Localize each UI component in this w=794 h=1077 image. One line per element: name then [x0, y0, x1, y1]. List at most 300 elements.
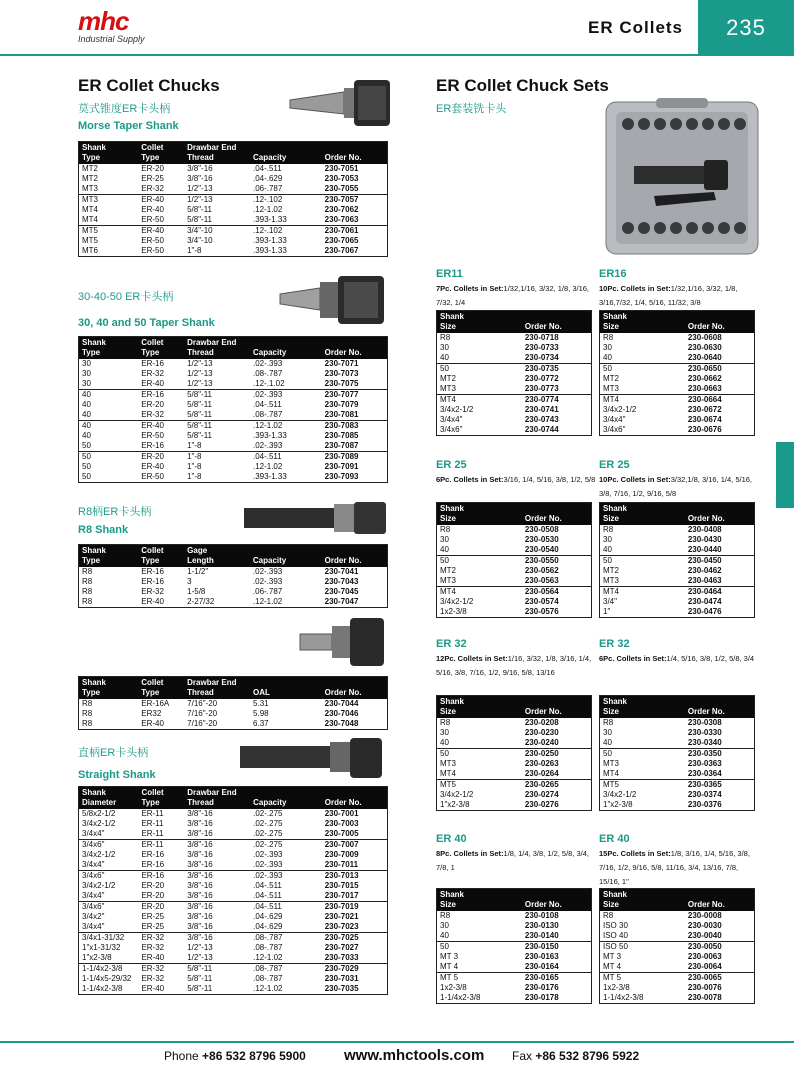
set-name: ER16 — [599, 268, 627, 280]
table-row — [79, 246, 388, 257]
order-number-cell: 230-7053 — [324, 174, 359, 183]
table-row — [437, 942, 592, 953]
order-number-cell: 230-7011 — [324, 860, 359, 869]
header-cell: Shank — [437, 696, 522, 708]
table-row — [600, 780, 755, 791]
header-cell: Order No. — [685, 707, 755, 718]
table-row — [600, 911, 755, 921]
morse-title: Morse Taper Shank — [78, 120, 179, 132]
order-number-cell: 230-7048 — [324, 719, 359, 728]
order-number-cell: 230-0208 — [524, 718, 559, 727]
order-number-cell: 230-0063 — [687, 952, 722, 961]
table-cell: ER-20 — [141, 164, 164, 173]
header-cell: Type — [79, 153, 139, 164]
table-row — [437, 576, 592, 587]
header-cell: Size — [437, 707, 522, 718]
set-order-table — [436, 695, 592, 811]
order-number-cell: 230-0564 — [522, 587, 592, 598]
header-cell: Order No. — [322, 153, 388, 164]
table-cell: 5/8"-11 — [187, 400, 213, 409]
table-row — [79, 431, 388, 441]
order-number-cell: 230-7071 — [324, 359, 359, 368]
set-description — [599, 847, 759, 889]
table-cell: 1"-8 — [187, 246, 202, 255]
table-cell: .06-.787 — [252, 587, 283, 596]
header-cell: Size — [600, 707, 685, 718]
order-number-cell: 230-0274 — [524, 790, 559, 799]
right-heading: ER Collet Chuck Sets — [436, 76, 609, 95]
set-sizes: 3/32,1/8, 3/16, 1/4, 5/16, 3/8, 7/16, 1/2, 9/16, 5/8 — [599, 475, 753, 498]
table-cell: 40 — [79, 390, 139, 401]
table-cell: ER32 — [141, 709, 162, 718]
header-cell: Capacity — [250, 798, 322, 809]
table-cell: .12-1.02 — [252, 462, 283, 471]
table-cell: 3/4x4" — [82, 922, 105, 931]
table-cell: ER-40 — [138, 421, 184, 432]
table-cell: 3/4x1-31/32 — [79, 933, 139, 944]
order-number-cell: 230-7062 — [324, 205, 359, 214]
order-number-cell: 230-0108 — [524, 911, 559, 920]
set-count: 12Pc. Collets in Set: — [436, 654, 508, 663]
order-number-cell: 230-0550 — [522, 556, 592, 567]
order-number-cell: 230-0672 — [687, 405, 722, 414]
header-cell: Size — [600, 514, 685, 525]
header-cell: Order No. — [522, 322, 592, 333]
set-count: 10Pc. Collets in Set: — [599, 475, 671, 484]
table-cell: 3/4"-10 — [187, 236, 213, 245]
order-number-cell: 230-7019 — [322, 902, 388, 913]
table-row — [600, 607, 755, 618]
order-number-cell: 230-7047 — [324, 597, 359, 606]
table-cell: 1-5/8 — [187, 587, 206, 596]
table-row — [600, 942, 755, 953]
set-name: ER11 — [436, 268, 463, 280]
table-cell: .12-1.02 — [250, 421, 322, 432]
header-cell: Shank — [600, 311, 685, 323]
header-cell: Gage — [184, 545, 250, 557]
table-cell: .02-.275 — [253, 829, 283, 838]
table-cell: 3/8"-16 — [187, 164, 213, 173]
header-cell: Order No. — [685, 322, 755, 333]
order-number-cell: 230-0264 — [524, 769, 559, 778]
table-row — [437, 800, 592, 811]
table-cell: ER-25 — [141, 174, 164, 183]
table-header-row — [437, 514, 592, 525]
table-row — [600, 993, 755, 1004]
order-number-cell: 230-0562 — [524, 566, 559, 575]
table-cell: 1/2"-13 — [187, 943, 213, 952]
table-row — [437, 728, 592, 738]
table-cell: 1"-8 — [187, 462, 202, 471]
table-cell: ER-40 — [141, 597, 164, 606]
order-number-cell: 230-7073 — [324, 369, 359, 378]
table-cell: ER-32 — [141, 587, 164, 596]
table-row — [437, 983, 592, 993]
shank-size-cell: 30 — [603, 728, 612, 737]
shank-size-cell: MT 3 — [440, 952, 459, 961]
order-number-cell: 230-7007 — [322, 840, 388, 851]
table-cell: .08-.787 — [252, 410, 283, 419]
shank-size-cell: R8 — [440, 333, 451, 342]
set-description — [599, 282, 759, 310]
order-number-cell: 230-0430 — [687, 535, 722, 544]
order-number-cell: 230-7043 — [324, 577, 359, 586]
table-cell: .06-.787 — [252, 184, 283, 193]
table-cell: .393-1.33 — [252, 246, 287, 255]
table-cell: ER-40 — [138, 195, 184, 206]
order-number-cell: 230-7035 — [324, 984, 359, 993]
header-cell — [322, 677, 388, 689]
shank-size-cell: 1x2-3/8 — [603, 983, 630, 992]
set-description — [599, 652, 759, 666]
header-cell: Drawbar End — [184, 787, 250, 799]
taper-title: 30, 40 and 50 Taper Shank — [78, 317, 215, 329]
fax-number: +86 532 8796 5922 — [535, 1049, 640, 1063]
table-cell: 3/4x6" — [79, 902, 139, 913]
order-number-cell: 230-0563 — [524, 576, 559, 585]
footer-website[interactable]: www.mhctools.com — [344, 1047, 485, 1064]
header-cell: Size — [437, 514, 522, 525]
table-cell: MT2 — [82, 174, 98, 183]
shank-size-cell: 1" — [603, 607, 611, 616]
order-number-cell: 230-0640 — [687, 353, 722, 362]
header-cell: Drawbar End — [184, 677, 250, 689]
table-cell: 5/8"-11 — [187, 410, 213, 419]
table-row — [79, 359, 388, 369]
order-number-cell: 230-0040 — [687, 931, 722, 940]
order-number-cell: 230-7015 — [324, 881, 359, 890]
table-cell: 30 — [82, 379, 91, 388]
order-number-cell: 230-0240 — [524, 738, 559, 747]
shank-size-cell: 50 — [600, 556, 685, 567]
order-number-cell: 230-7063 — [324, 215, 359, 224]
header-cell: Shank — [600, 503, 685, 515]
table-cell: ER-50 — [141, 431, 164, 440]
table-row — [600, 738, 755, 749]
table-row — [79, 840, 388, 851]
straight-shank-table — [78, 786, 388, 995]
order-number-cell: 230-0718 — [524, 333, 559, 342]
section-title: ER Collets — [588, 18, 684, 37]
table-row — [79, 195, 388, 206]
order-number-cell: 230-0462 — [687, 566, 722, 575]
order-number-cell: 230-7045 — [324, 587, 359, 596]
table-cell: R8 — [82, 597, 93, 606]
header-cell — [322, 337, 388, 349]
table-cell: .02-.393 — [252, 567, 283, 576]
table-cell: 3/8"-16 — [187, 809, 213, 818]
table-row — [79, 226, 388, 237]
header-cell: Shank — [600, 889, 685, 901]
table-row — [600, 576, 755, 587]
table-cell: .04-.629 — [252, 174, 283, 183]
order-number-cell: 230-0733 — [524, 343, 559, 352]
shank-size-cell: R8 — [603, 911, 614, 920]
table-row — [79, 472, 388, 483]
table-cell: 30 — [82, 369, 91, 378]
table-cell: 3/8"-16 — [187, 891, 213, 900]
shank-size-cell: 40 — [440, 931, 449, 940]
order-number-cell: 230-0772 — [524, 374, 559, 383]
shank-size-cell: MT4 — [437, 587, 522, 598]
table-row — [600, 415, 755, 425]
table-cell: .393-1.33 — [252, 215, 287, 224]
table-row — [437, 364, 592, 375]
table-row — [79, 819, 388, 829]
order-number-cell: 230-0463 — [687, 576, 722, 585]
table-cell: 1/2"-13 — [187, 379, 213, 388]
header-cell: Shank — [79, 677, 139, 689]
shank-size-cell: 1"x2-3/8 — [440, 800, 470, 809]
order-number-cell: 230-0408 — [687, 525, 722, 534]
order-number-cell: 230-7027 — [324, 943, 359, 952]
table-cell: .393-1.33 — [252, 431, 287, 440]
footer-fax — [512, 1049, 639, 1063]
table-cell: ER-20 — [141, 881, 165, 890]
shank-size-cell: 40 — [603, 353, 612, 362]
shank-size-cell: 50 — [600, 364, 685, 375]
table-row — [600, 587, 755, 598]
table-cell: 50 — [79, 452, 139, 463]
header-cell: Type — [138, 348, 184, 359]
order-number-cell: 230-0576 — [524, 607, 559, 616]
shank-size-cell: MT4 — [600, 395, 685, 406]
table-cell: 1-1/2" — [187, 567, 209, 576]
table-row — [437, 952, 592, 962]
header-cell: Shank — [79, 337, 139, 349]
table-cell: 7/16"-20 — [187, 719, 218, 728]
table-cell: 3/8"-16 — [184, 840, 250, 851]
table-row — [79, 719, 388, 730]
shank-size-cell: MT 5 — [437, 973, 522, 984]
table-cell: 3/8"-16 — [187, 850, 213, 859]
table-cell: .08-.787 — [252, 369, 283, 378]
table-header-row — [437, 696, 592, 708]
order-number-cell: 230-0163 — [524, 952, 559, 961]
table-cell: .04-.511 — [253, 881, 282, 890]
shank-size-cell: 1-1/4x2-3/8 — [603, 993, 644, 1002]
page-number: 235 — [698, 0, 794, 56]
table-cell: ER-20 — [138, 902, 184, 913]
table-row — [600, 535, 755, 545]
shank-size-cell: ISO 30 — [603, 921, 628, 930]
order-number-cell: 230-0735 — [522, 364, 592, 375]
straight-chuck-image — [236, 736, 386, 780]
table-row — [79, 174, 388, 184]
header-cell: Collet — [138, 142, 184, 154]
table-cell: 1"-8 — [184, 452, 250, 463]
table-header-row — [437, 322, 592, 333]
table-header-row — [600, 696, 755, 708]
table-cell: 5/8"-11 — [187, 215, 213, 224]
table-cell: 1-1/4x5-29/32 — [82, 974, 132, 983]
table-cell: 3/4x4" — [82, 829, 105, 838]
set-order-table — [599, 695, 755, 811]
order-number-cell: 230-7057 — [322, 195, 388, 206]
shank-size-cell: 50 — [437, 556, 522, 567]
table-cell: ER-50 — [141, 236, 164, 245]
table-header-row — [437, 900, 592, 911]
header-cell: Order No. — [322, 688, 388, 699]
shank-size-cell: R8 — [603, 333, 614, 342]
left-heading: ER Collet Chucks — [78, 76, 220, 95]
shank-size-cell: 1"x2-3/8 — [603, 800, 633, 809]
order-number-cell: 230-0440 — [687, 545, 722, 554]
shank-size-cell: 1-1/4x2-3/8 — [440, 993, 481, 1002]
order-number-cell: 230-0076 — [687, 983, 722, 992]
table-header-row — [600, 889, 755, 901]
table-cell: 2-27/32 — [187, 597, 215, 606]
table-cell: ER-16 — [141, 860, 165, 869]
table-row — [79, 597, 388, 608]
order-number-cell: 230-0540 — [524, 545, 559, 554]
table-header-row — [79, 142, 388, 154]
set-description — [436, 847, 596, 875]
set-order-table — [436, 502, 592, 618]
shank-size-cell: MT3 — [603, 759, 619, 768]
order-number-cell: 230-7075 — [324, 379, 359, 388]
table-row — [79, 390, 388, 401]
table-cell: R8 — [82, 567, 93, 576]
table-row — [600, 374, 755, 384]
table-cell: 40 — [82, 431, 91, 440]
table-row — [600, 973, 755, 984]
table-cell: R8 — [82, 699, 93, 708]
header-cell: Order No. — [322, 348, 388, 359]
r8-title: R8 Shank — [78, 524, 129, 536]
table-cell: .12-.1.02 — [252, 379, 285, 388]
table-cell: 1"-8 — [187, 472, 202, 481]
table-cell: ER-32 — [141, 974, 165, 983]
table-cell: ER-40 — [141, 462, 164, 471]
table-cell: .02-.393 — [253, 860, 283, 869]
table-cell: 3/8"-16 — [187, 174, 213, 183]
table-row — [600, 983, 755, 993]
table-cell: 1"x1-31/32 — [82, 943, 121, 952]
phone-number: +86 532 8796 5900 — [202, 1049, 306, 1063]
table-cell: 50 — [82, 472, 91, 481]
table-row — [437, 973, 592, 984]
table-row — [79, 699, 388, 709]
table-cell: ER-16 — [138, 871, 184, 882]
table-cell: 3/8"-16 — [184, 933, 250, 944]
table-row — [437, 343, 592, 353]
order-number-cell: 230-7087 — [324, 441, 359, 450]
set-description — [436, 473, 596, 487]
straight-title: Straight Shank — [78, 769, 156, 781]
order-number-cell: 230-7061 — [322, 226, 388, 237]
shank-size-cell: MT4 — [440, 769, 456, 778]
table-cell: .04-.629 — [253, 922, 283, 931]
table-cell: 3/8"-16 — [187, 819, 213, 828]
table-row — [79, 452, 388, 463]
shank-size-cell: MT 5 — [600, 973, 685, 984]
table-cell: .02-.393 — [252, 359, 283, 368]
table-row — [79, 860, 388, 871]
table-cell: ER-40 — [141, 719, 164, 728]
table-cell: 3/4x2-1/2 — [82, 819, 116, 828]
set-name: ER 25 — [436, 459, 467, 471]
table-cell: R8 — [82, 719, 93, 728]
shank-size-cell: 30 — [603, 535, 612, 544]
table-row — [600, 545, 755, 556]
set-order-table — [599, 502, 755, 618]
morse-taper-table — [78, 141, 388, 257]
order-number-cell: 230-0340 — [687, 738, 722, 747]
header-cell: Shank — [79, 787, 139, 799]
table-cell: ER-40 — [141, 984, 165, 993]
table-cell: .08-.787 — [253, 943, 283, 952]
order-number-cell: 230-7067 — [324, 246, 359, 255]
table-cell: ER-11 — [138, 840, 184, 851]
order-number-cell: 230-0165 — [522, 973, 592, 984]
table-cell: 5/8x2-1/2 — [82, 809, 116, 818]
taper-shank-table — [78, 336, 388, 483]
table-row — [79, 379, 388, 390]
table-row — [437, 769, 592, 780]
r8-oal-chuck-image — [296, 614, 388, 670]
table-row — [600, 921, 755, 931]
table-row — [79, 943, 388, 953]
morse-chuck-image — [288, 78, 394, 130]
order-number-cell: 230-7083 — [322, 421, 388, 432]
table-row — [79, 215, 388, 226]
table-row — [600, 556, 755, 567]
table-row — [437, 597, 592, 607]
table-row — [600, 962, 755, 973]
table-cell: .08-.787 — [253, 974, 283, 983]
table-cell: ER-20 — [138, 452, 184, 463]
table-cell: 1/2"-13 — [187, 184, 213, 193]
header-cell: OAL — [250, 688, 322, 699]
order-number-cell: 230-7033 — [324, 953, 359, 962]
shank-size-cell: MT 3 — [603, 952, 622, 961]
header-cell: Drawbar End — [184, 337, 250, 349]
table-cell: ER-25 — [141, 912, 165, 921]
shank-size-cell: 3/4x2-1/2 — [603, 790, 637, 799]
straight-cn-title: 直柄ER卡头柄 — [78, 747, 149, 759]
order-number-cell: 230-0474 — [687, 597, 722, 606]
table-row — [437, 780, 592, 791]
table-cell: ER-32 — [141, 943, 165, 952]
table-cell: 1"-8 — [187, 441, 202, 450]
shank-size-cell: MT3 — [603, 576, 619, 585]
taper-chuck-image — [276, 272, 390, 328]
order-number-cell: 230-7051 — [324, 164, 359, 173]
table-row — [79, 964, 388, 975]
order-number-cell: 230-0650 — [685, 364, 755, 375]
table-header-row — [437, 889, 592, 901]
table-row — [437, 587, 592, 598]
order-number-cell: 230-0450 — [685, 556, 755, 567]
header-cell: Shank — [79, 142, 139, 154]
header-cell: Order No. — [522, 514, 592, 525]
table-cell: 30 — [82, 359, 91, 368]
table-cell: 3/4x6" — [79, 840, 139, 851]
footer — [0, 1049, 794, 1067]
order-number-cell: 230-0008 — [687, 911, 722, 920]
table-cell: .02-.275 — [250, 840, 322, 851]
table-cell: ER-25 — [141, 922, 165, 931]
order-number-cell: 230-0178 — [524, 993, 559, 1002]
table-row — [79, 922, 388, 933]
table-row — [437, 405, 592, 415]
table-header-row — [79, 798, 388, 809]
order-number-cell: 230-7065 — [324, 236, 359, 245]
table-row — [79, 567, 388, 577]
table-cell: MT6 — [82, 246, 98, 255]
table-cell: R8 — [82, 577, 93, 586]
